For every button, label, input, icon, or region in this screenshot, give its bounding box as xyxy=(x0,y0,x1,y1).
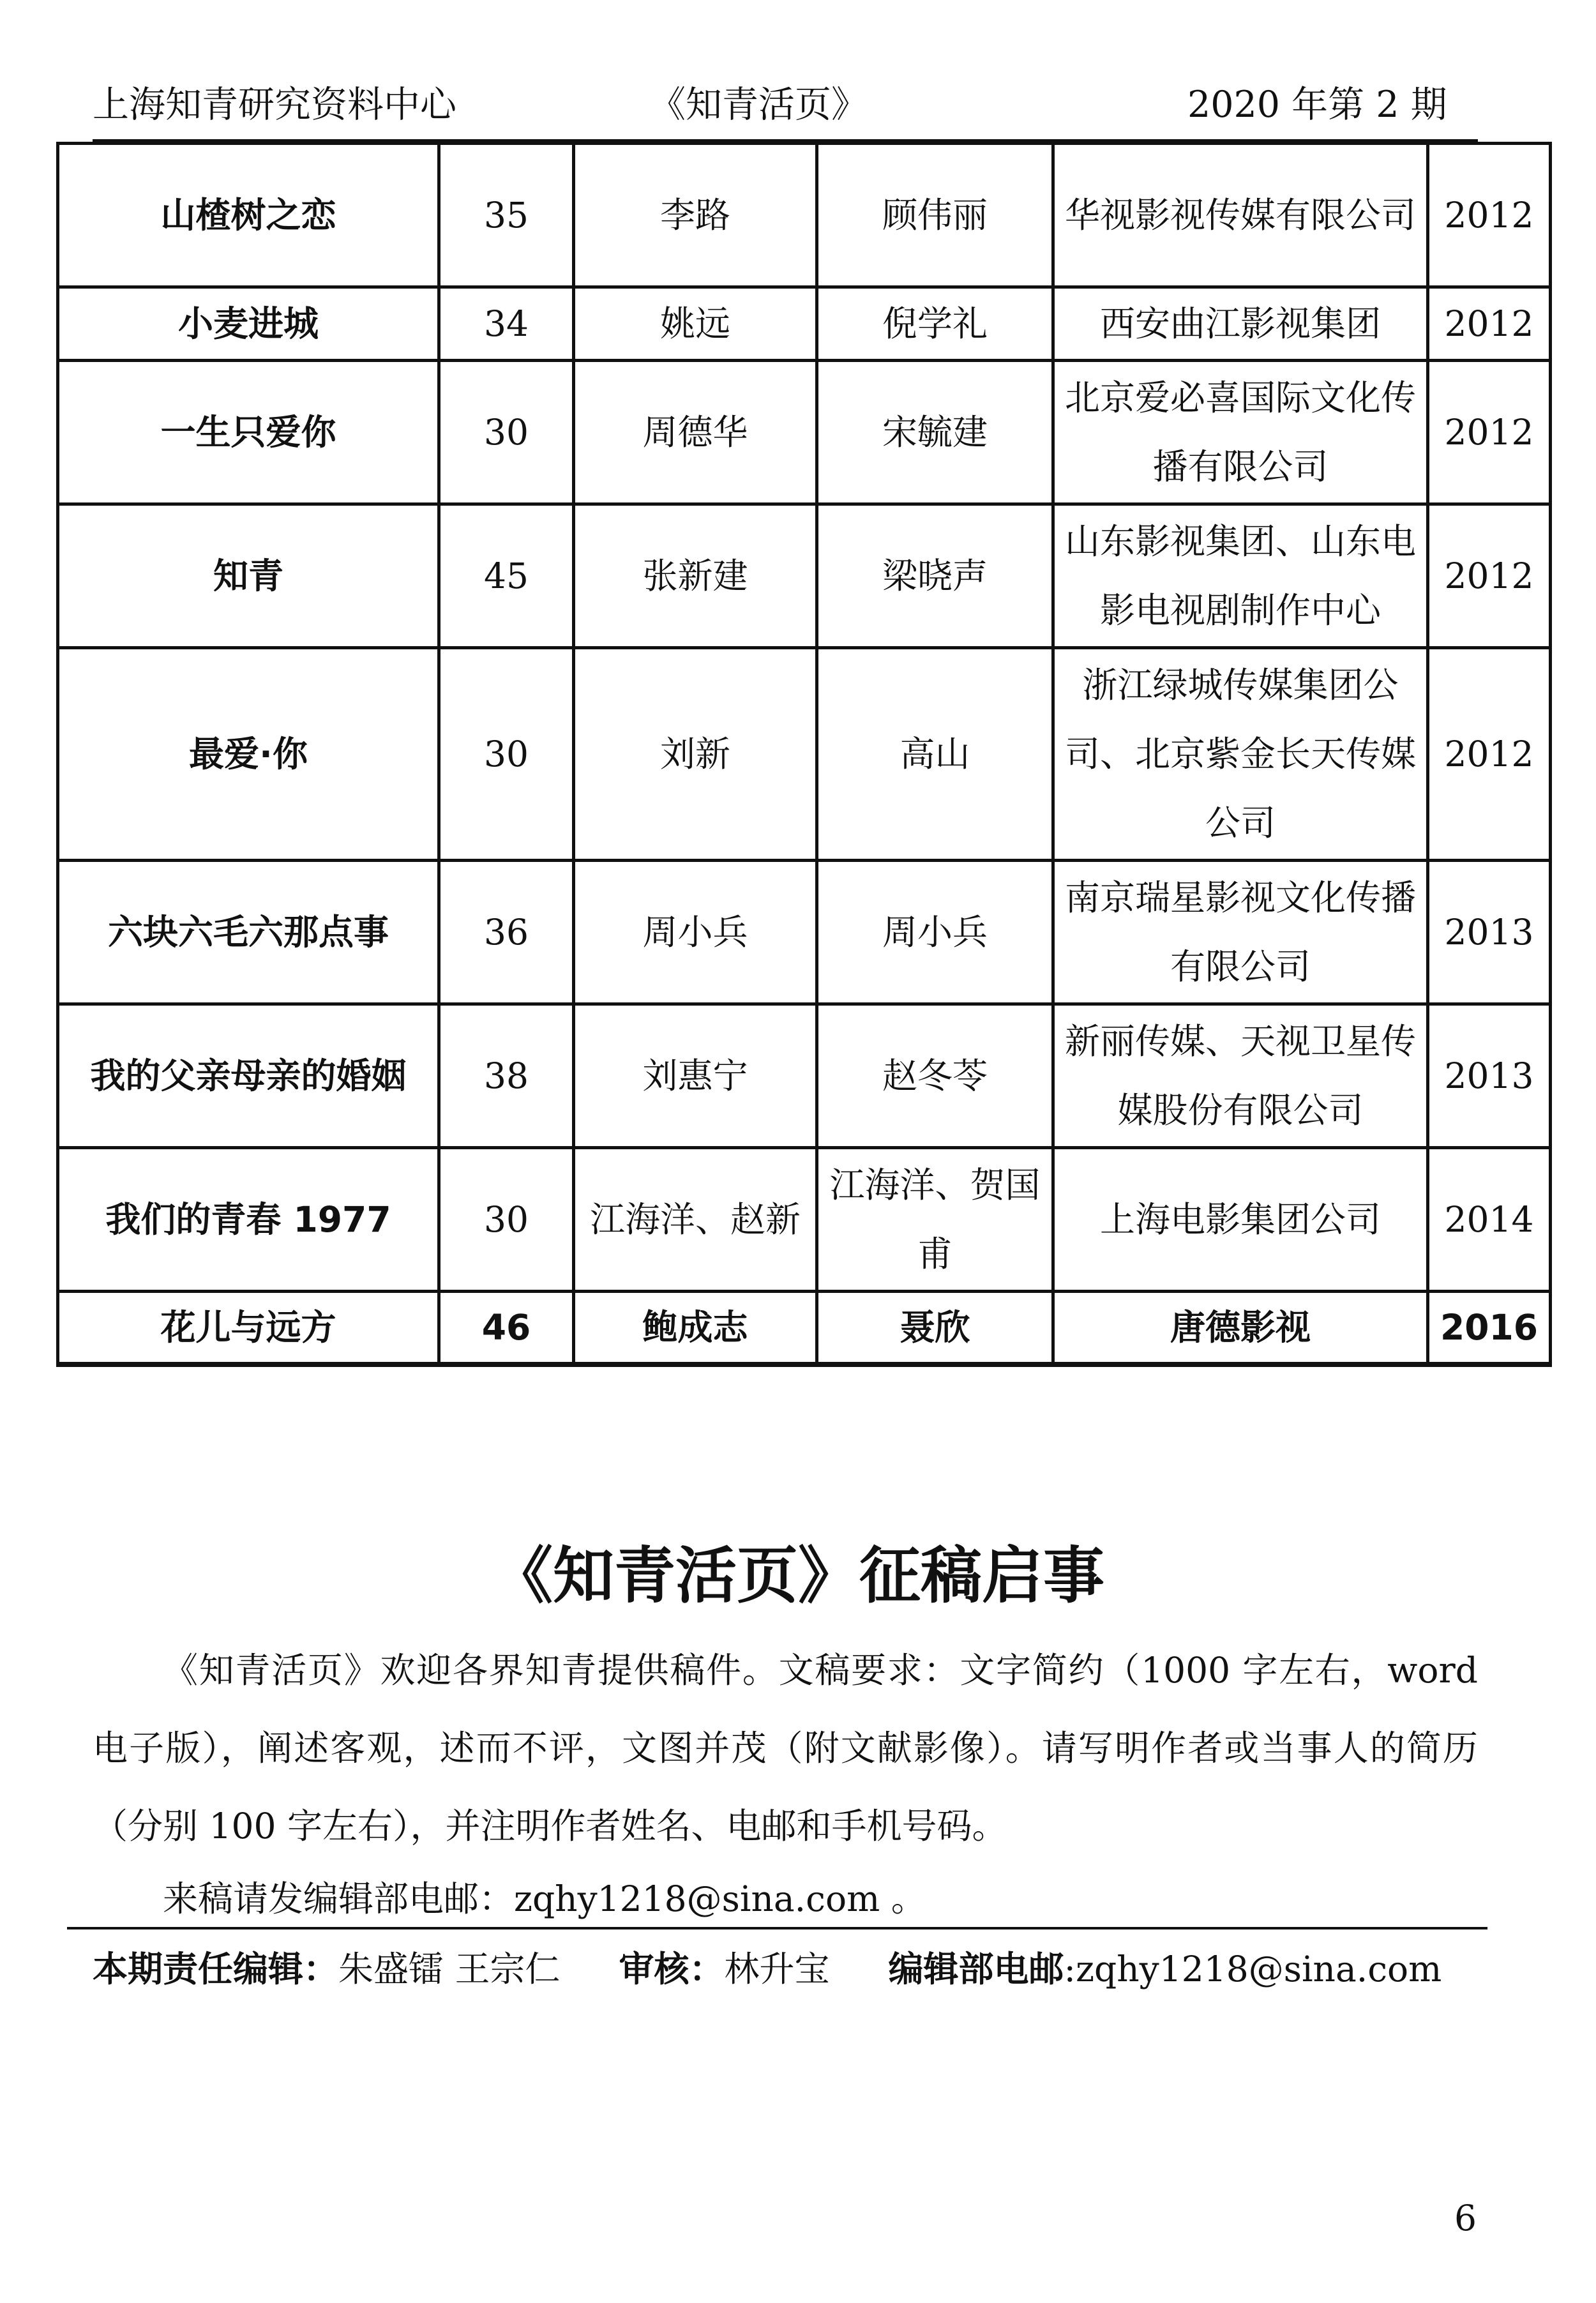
cell-year: 2012 xyxy=(1428,504,1551,648)
cell-episodes: 30 xyxy=(439,361,574,504)
cell-episodes: 30 xyxy=(439,648,574,861)
cell-title: 我的父亲母亲的婚姻 xyxy=(58,1004,439,1148)
cell-year: 2012 xyxy=(1428,287,1551,361)
cell-episodes: 45 xyxy=(439,504,574,648)
editor-line xyxy=(93,1941,1442,1991)
cell-writer: 宋毓建 xyxy=(817,361,1053,504)
notice-body xyxy=(93,1631,1478,1865)
cell-company: 北京爱必喜国际文化传播有限公司 xyxy=(1053,361,1428,504)
cell-director: 姚远 xyxy=(574,287,817,361)
notice-paragraph: 《知青活页》欢迎各界知青提供稿件。文稿要求：文字简约（1000 字左右，word 电子版），阐述客观，述而不评，文图并茂（附文献影像）。请写明作者或当事人的简历（分别 100 字左右），并注明作者姓名、电邮和手机号码。 xyxy=(93,1650,1478,1846)
editor-label: 本期责任编辑： xyxy=(93,1949,339,1990)
table-row xyxy=(58,504,1551,648)
cell-writer: 倪学礼 xyxy=(817,287,1053,361)
review-name: 林升宝 xyxy=(724,1949,830,1990)
page-header xyxy=(93,75,1478,132)
cell-company: 浙江绿城传媒集团公司、北京紫金长天传媒公司 xyxy=(1053,648,1428,861)
email-label: 编辑部电邮 xyxy=(888,1949,1064,1990)
cell-episodes: 35 xyxy=(439,144,574,287)
cell-company: 上海电影集团公司 xyxy=(1053,1148,1428,1292)
cell-writer: 周小兵 xyxy=(817,861,1053,1004)
header-org: 上海知青研究资料中心 xyxy=(93,84,456,126)
header-issue: 2020 年第 2 期 xyxy=(1187,84,1447,126)
cell-year: 2012 xyxy=(1428,361,1551,504)
table-row xyxy=(58,287,1551,361)
cell-writer: 顾伟丽 xyxy=(817,144,1053,287)
cell-company: 西安曲江影视集团 xyxy=(1053,287,1428,361)
cell-title: 知青 xyxy=(58,504,439,648)
email-value: :zqhy1218@sina.com xyxy=(1064,1949,1442,1990)
table-row xyxy=(58,861,1551,1004)
cell-year: 2013 xyxy=(1428,861,1551,1004)
cell-director: 周德华 xyxy=(574,361,817,504)
cell-director: 李路 xyxy=(574,144,817,287)
cell-episodes: 46 xyxy=(439,1292,574,1365)
drama-table xyxy=(56,142,1552,1367)
table-row xyxy=(58,361,1551,504)
cell-episodes: 34 xyxy=(439,287,574,361)
cell-writer: 江海洋、贺国甫 xyxy=(817,1148,1053,1292)
cell-episodes: 38 xyxy=(439,1004,574,1148)
table-row xyxy=(58,1004,1551,1148)
cell-company: 新丽传媒、天视卫星传媒股份有限公司 xyxy=(1053,1004,1428,1148)
cell-director: 周小兵 xyxy=(574,861,817,1004)
cell-writer: 聂欣 xyxy=(817,1292,1053,1365)
cell-writer: 赵冬苓 xyxy=(817,1004,1053,1148)
cell-title: 小麦进城 xyxy=(58,287,439,361)
cell-year: 2012 xyxy=(1428,144,1551,287)
notice-contact: 来稿请发编辑部电邮：zqhy1218@sina.com 。 xyxy=(163,1878,926,1919)
table-row xyxy=(58,648,1551,861)
cell-writer: 高山 xyxy=(817,648,1053,861)
cell-company: 山东影视集团、山东电影电视剧制作中心 xyxy=(1053,504,1428,648)
cell-director: 刘惠宁 xyxy=(574,1004,817,1148)
cell-company: 华视影视传媒有限公司 xyxy=(1053,144,1428,287)
page-number: 6 xyxy=(1454,2198,1477,2239)
header-journal: 《知青活页》 xyxy=(649,84,868,126)
cell-year: 2014 xyxy=(1428,1148,1551,1292)
footer-rule xyxy=(67,1927,1487,1929)
cell-title: 花儿与远方 xyxy=(58,1292,439,1365)
notice-title: 《知青活页》征稿启事 xyxy=(492,1540,1104,1612)
cell-company: 唐德影视 xyxy=(1053,1292,1428,1365)
table-row xyxy=(58,1292,1551,1365)
review-label: 审核： xyxy=(619,1949,725,1990)
cell-title: 山楂树之恋 xyxy=(58,144,439,287)
cell-director: 刘新 xyxy=(574,648,817,861)
cell-year: 2013 xyxy=(1428,1004,1551,1148)
table-row xyxy=(58,144,1551,287)
cell-episodes: 36 xyxy=(439,861,574,1004)
cell-director: 张新建 xyxy=(574,504,817,648)
cell-writer: 梁晓声 xyxy=(817,504,1053,648)
cell-year: 2016 xyxy=(1428,1292,1551,1365)
cell-title: 一生只爱你 xyxy=(58,361,439,504)
cell-title: 六块六毛六那点事 xyxy=(58,861,439,1004)
cell-company: 南京瑞星影视文化传播有限公司 xyxy=(1053,861,1428,1004)
cell-director: 鲍成志 xyxy=(574,1292,817,1365)
cell-title: 我们的青春 1977 xyxy=(58,1148,439,1292)
editor-names: 朱盛镭 王宗仁 xyxy=(338,1949,561,1990)
cell-title: 最爱·你 xyxy=(58,648,439,861)
cell-director: 江海洋、赵新 xyxy=(574,1148,817,1292)
cell-year: 2012 xyxy=(1428,648,1551,861)
cell-episodes: 30 xyxy=(439,1148,574,1292)
table-row xyxy=(58,1148,1551,1292)
